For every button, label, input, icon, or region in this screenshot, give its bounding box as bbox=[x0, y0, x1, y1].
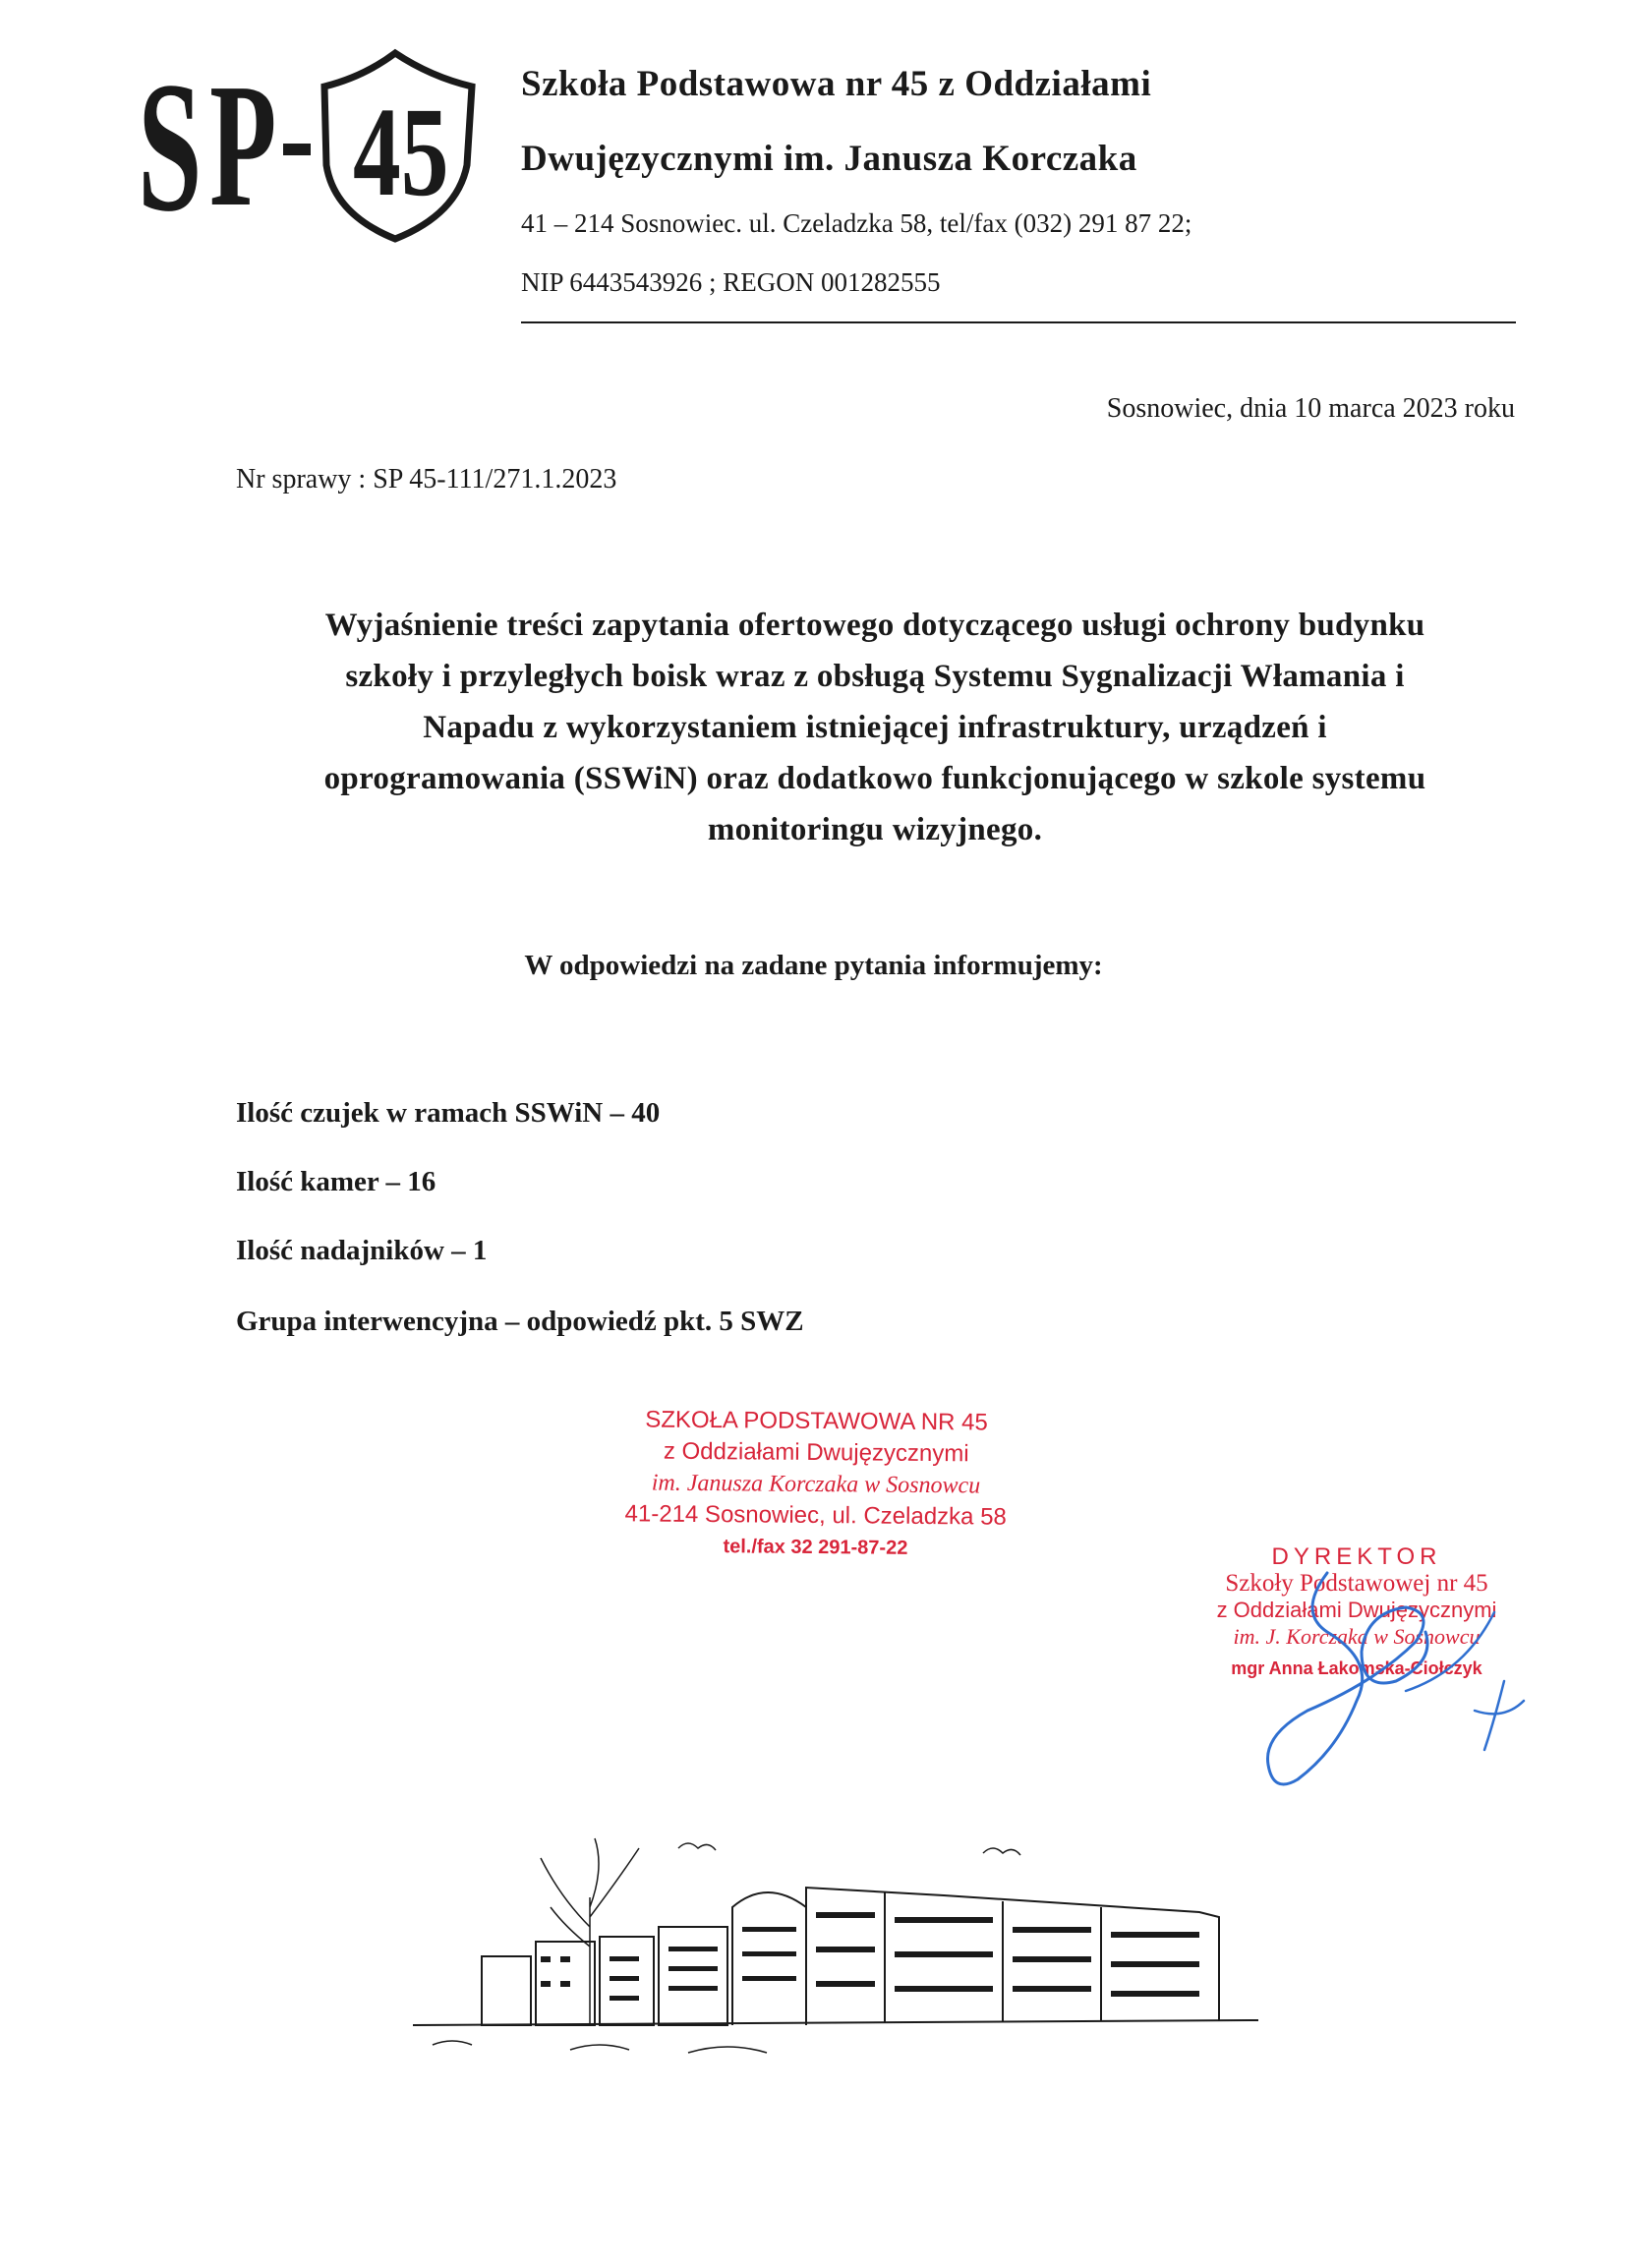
school-logo bbox=[138, 47, 501, 244]
director-stamp-name: mgr Anna Łakomska-Ciołczyk bbox=[1231, 1658, 1482, 1678]
subject-line: oprogramowania (SSWiN) oraz dodatkowo funkcjonującego w szkole systemu bbox=[323, 761, 1426, 796]
subject-line: szkoły i przyległych boisk wraz z obsługą Systemu Sygnalizacji Włamania i bbox=[345, 659, 1405, 694]
stamp-line: im. Janusza Korczaka w Sosnowcu bbox=[651, 1470, 981, 1499]
school-logo-graphic bbox=[138, 47, 501, 244]
school-name-line2: Dwujęzycznymi im. Janusza Korczaka bbox=[521, 139, 1137, 179]
director-stamp-line: Szkoły Podstawowej nr 45 bbox=[1225, 1570, 1488, 1597]
stamp-line: tel./fax 32 291-87-22 bbox=[723, 1536, 908, 1559]
school-address: 41 – 214 Sosnowiec. ul. Czeladzka 58, tel/fax (032) 291 87 22; bbox=[521, 208, 1192, 238]
director-stamp-line: im. J. Korczaka w Sosnowcu bbox=[1233, 1624, 1481, 1649]
signature-graphic bbox=[1180, 1553, 1534, 1809]
document-subject bbox=[216, 600, 1534, 855]
svg-text:P: P bbox=[209, 48, 277, 244]
school-tax-ids: NIP 6443543926 ; REGON 001282555 bbox=[521, 267, 941, 297]
stamp-line: 41-214 Sosnowiec, ul. Czeladzka 58 bbox=[624, 1500, 1007, 1531]
school-name-line1: Szkoła Podstawowa nr 45 z Oddziałami bbox=[521, 64, 1152, 104]
school-stamp bbox=[550, 1404, 1081, 1566]
stamp-line: z Oddziałami Dwujęzycznymi bbox=[663, 1437, 969, 1468]
building-graphic bbox=[393, 1819, 1278, 2074]
case-number: Nr sprawy : SP 45-111/271.1.2023 bbox=[236, 464, 617, 494]
subject-line: monitoringu wizyjnego. bbox=[707, 812, 1043, 847]
answer-item: Ilość czujek w ramach SSWiN – 40 bbox=[236, 1097, 661, 1129]
header-divider bbox=[521, 321, 1516, 323]
handwritten-signature bbox=[1180, 1553, 1534, 1809]
answer-item: Ilość kamer – 16 bbox=[236, 1166, 436, 1197]
school-building-drawing bbox=[393, 1819, 1278, 2074]
director-stamp-title: DYREKTOR bbox=[1271, 1543, 1442, 1570]
document-date: Sosnowiec, dnia 10 marca 2023 roku bbox=[1106, 393, 1515, 424]
director-stamp-line: z Oddziałami Dwujęzycznymi bbox=[1216, 1598, 1497, 1622]
answers-intro: W odpowiedzi na zadane pytania informujemy: bbox=[524, 950, 1103, 981]
subject-line: Napadu z wykorzystaniem istniejącej infrastruktury, urządzeń i bbox=[423, 710, 1327, 745]
svg-text:45: 45 bbox=[353, 81, 449, 223]
answer-item: Grupa interwencyjna – odpowiedź pkt. 5 SWZ bbox=[236, 1306, 804, 1337]
svg-text:S: S bbox=[138, 47, 203, 244]
answer-item: Ilość nadajników – 1 bbox=[236, 1235, 488, 1266]
subject-line: Wyjaśnienie treści zapytania ofertowego dotyczącego usługi ochrony budynku bbox=[324, 608, 1425, 643]
stamp-line: SZKOŁA PODSTAWOWA NR 45 bbox=[645, 1406, 988, 1436]
